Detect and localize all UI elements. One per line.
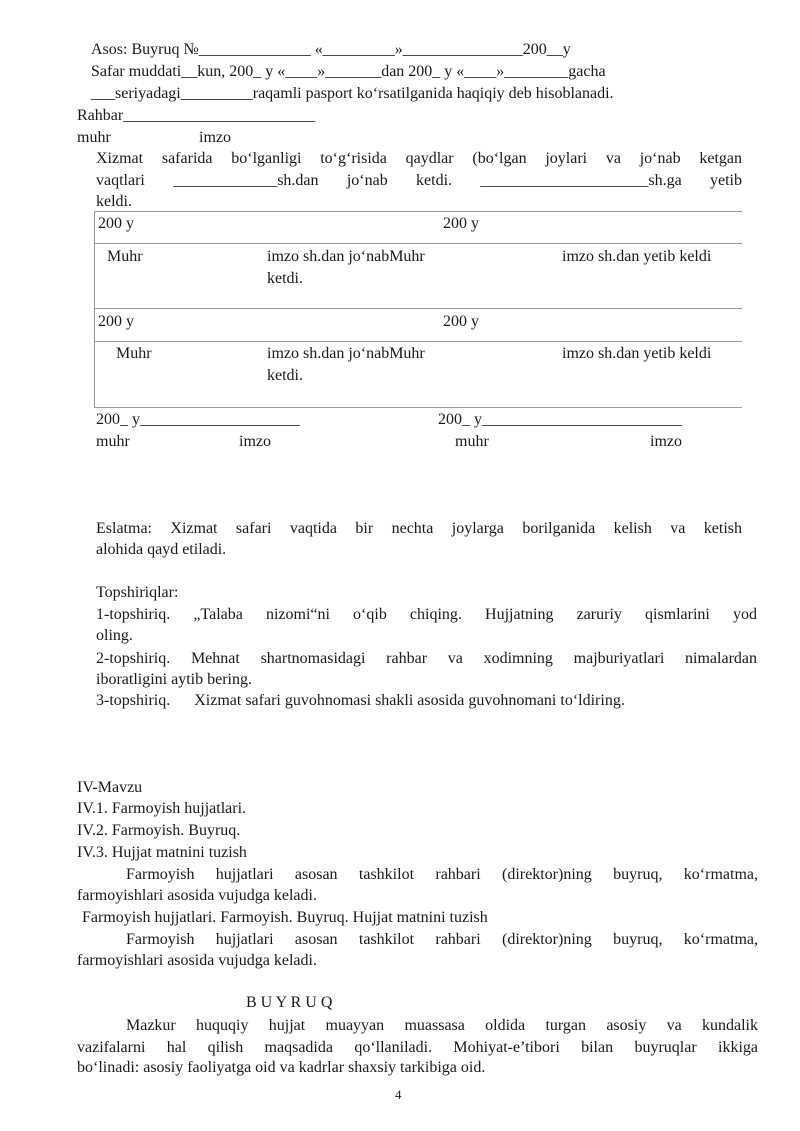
topic-subheading: Farmoyish hujjatlari. Farmoyish. Buyruq. Hujjat matnini tuzish xyxy=(82,909,488,926)
buyruq-line-1: Mazkur huquqiy hujjat muayyan muassasa oldida turgan asosiy va kundalik xyxy=(126,1017,758,1034)
row-right-text: imzo sh.dan yetib keldi xyxy=(562,345,712,362)
note-line-2: alohida qayd etiladi. xyxy=(96,541,227,558)
table-top-border xyxy=(94,211,742,212)
table-left-border xyxy=(94,211,95,408)
task-2-line-2: iboratligini aytib bering. xyxy=(96,671,252,688)
qaydlar-line-3: keldi. xyxy=(96,193,132,210)
topic-item-1: IV.1. Farmoyish hujjatlari. xyxy=(77,800,247,817)
qaydlar-line-1: Xizmat safarida bo‘lganligi to‘g‘risida qaydlar (bo‘lgan joylari va jo‘nab ketgan xyxy=(96,150,742,167)
rahbar-imzo-label: imzo xyxy=(199,129,231,146)
row-date-left: 200 y xyxy=(98,313,134,330)
signature-imzo-right: imzo xyxy=(650,433,682,450)
task-2-line-1: 2-topshiriq. Mehnat shartnomasidagi rahbar va xodimning majburiyatlari nimalardan xyxy=(96,650,757,667)
signature-muhr-left: muhr xyxy=(96,433,130,450)
row-middle-line-2: ketdi. xyxy=(267,270,303,287)
task-1-line-1: 1-topshiriq. „Talaba nizomi“ni o‘qib chiqing. Hujjatning zaruriy qismlarini yod xyxy=(96,606,757,623)
signature-muhr-right: muhr xyxy=(455,433,489,450)
row-bottom-border xyxy=(94,407,742,408)
buyruq-line-3: bo‘linadi: asosiy faoliyatga oid va kadrlar shaxsiy tarkibiga oid. xyxy=(77,1059,486,1076)
buyruq-heading: B U Y R U Q xyxy=(246,994,333,1011)
row-muhr-label: Muhr xyxy=(107,248,143,265)
row-date-right: 200 y xyxy=(443,215,479,232)
buyruq-line-2: vazifalarni hal qilish maqsadida qo‘llaniladi. Mohiyat-e’tibori bilan buyruqlar ikkiga xyxy=(77,1039,758,1056)
tasks-heading: Topshiriqlar: xyxy=(96,584,179,601)
safar-muddati-line: Safar muddati__kun, 200_ y «____»_______dan 200_ y «____»________gacha xyxy=(91,63,606,80)
pasport-line: ___seriyadagi_________raqamli pasport ko‘rsatilganida haqiqiy deb hisoblanadi. xyxy=(91,85,614,102)
topic-paragraph-2-line-2: farmoyishlari asosida vujudga keladi. xyxy=(77,952,317,969)
topic-paragraph-2-line-1: Farmoyish hujjatlari asosan tashkilot rahbari (direktor)ning buyruq, ko‘rmatma, xyxy=(126,931,758,948)
row-date-left: 200 y xyxy=(98,215,134,232)
task-3: 3-topshiriq. Xizmat safari guvohnomasi shakli asosida guvohnomani to‘ldiring. xyxy=(96,692,625,709)
page-number: 4 xyxy=(395,1087,402,1102)
row-muhr-label: Muhr xyxy=(116,345,152,362)
topic-paragraph-1-line-1: Farmoyish hujjatlari asosan tashkilot rahbari (direktor)ning buyruq, ko‘rmatma, xyxy=(126,866,758,883)
signature-date-right: 200_ y_________________________ xyxy=(438,411,682,428)
note-line-1: Eslatma: Xizmat safari vaqtida bir nechta joylarga borilganida kelish va ketish xyxy=(96,520,742,537)
topic-item-2: IV.2. Farmoyish. Buyruq. xyxy=(77,822,241,839)
topic-paragraph-1-line-2: farmoyishlari asosida vujudga keladi. xyxy=(77,887,317,904)
signature-date-left: 200_ y____________________ xyxy=(96,411,300,428)
asos-line: Asos: Buyruq №______________ «_________»_______________200__y xyxy=(91,41,571,58)
row-middle-line-2: ketdi. xyxy=(267,367,303,384)
row-middle-line-1: imzo sh.dan jo‘nabMuhr xyxy=(267,345,425,362)
rahbar-line: Rahbar________________________ xyxy=(77,107,316,124)
topic-title: IV-Mavzu xyxy=(77,779,143,796)
rahbar-muhr-label: muhr xyxy=(77,129,111,146)
qaydlar-line-2: vaqtlari _____________sh.dan jo‘nab ketdi. _____________________sh.ga yetib xyxy=(96,172,742,189)
row-divider xyxy=(94,243,742,244)
row-bottom-border xyxy=(94,308,742,309)
task-1-line-2: oling. xyxy=(96,627,133,644)
topic-item-3: IV.3. Hujjat matnini tuzish xyxy=(77,844,247,861)
row-middle-line-1: imzo sh.dan jo‘nabMuhr xyxy=(267,248,425,265)
row-divider xyxy=(94,341,742,342)
signature-imzo-left: imzo xyxy=(239,433,271,450)
row-right-text: imzo sh.dan yetib keldi xyxy=(562,248,712,265)
row-date-right: 200 y xyxy=(443,313,479,330)
